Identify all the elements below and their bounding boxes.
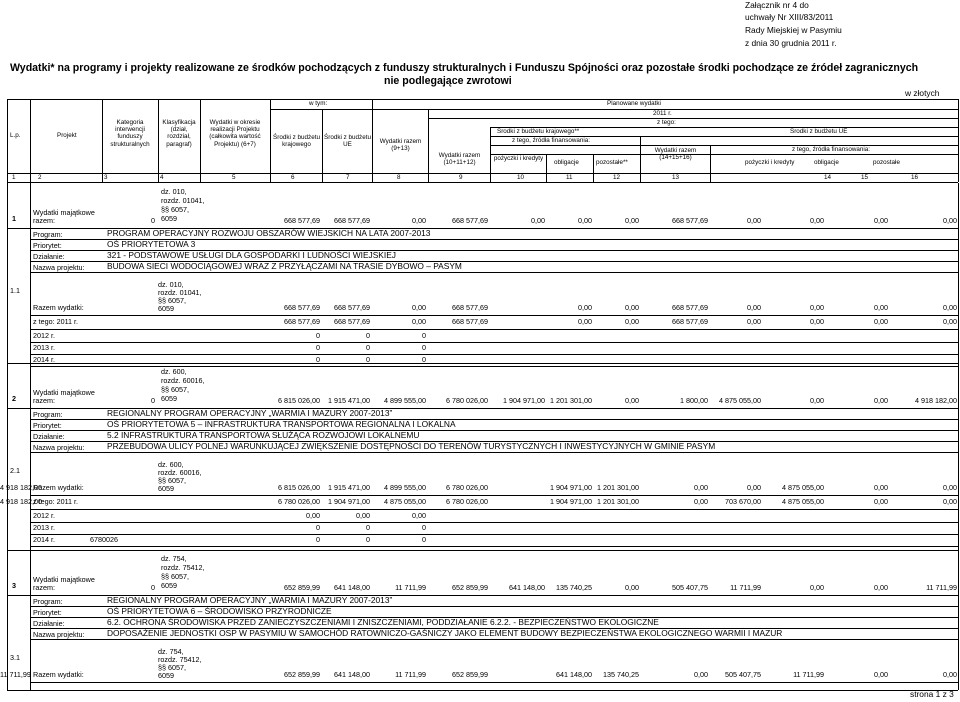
col-header-lp: L.p. (10, 132, 21, 139)
column-number: 4 (160, 174, 164, 181)
amount-cell: 1 904 971,00 (550, 497, 592, 506)
amount-cell: 668 577,69 (452, 303, 488, 312)
classification-code: rozdz. 01041, (161, 196, 205, 205)
sub-row-number: 1.1 (10, 286, 20, 295)
column-number: 10 (517, 174, 525, 181)
year-label: 2012 r. (33, 331, 55, 340)
amount-cell: 668 577,69 (672, 216, 708, 225)
amount-cell: 0,00 (412, 303, 426, 312)
classification-code: 6059 (161, 394, 177, 403)
year-label: 2013 r. (33, 523, 55, 532)
classification-code: §§ 6057, (158, 663, 186, 672)
amount-cell: 0 (316, 331, 320, 340)
amount-cell: 1 201 301,00 (550, 396, 592, 405)
amount-cell: 668 577,69 (284, 317, 320, 326)
page-subtitle: nie podlegające zwrotowi (384, 75, 512, 87)
amount-cell: 0,00 (810, 303, 824, 312)
col-header-klasyfikacja: Klasyfikacja (dział, rozdział, paragraf) (162, 119, 196, 148)
info-label-dzialanie: Działanie: (33, 619, 65, 628)
column-number: 3 (104, 174, 108, 181)
sub-row-number: 3.1 (10, 653, 20, 662)
amount-cell: 668 577,69 (334, 317, 370, 326)
classification-code: rozdz. 75412, (161, 563, 205, 572)
amount-cell: 0,00 (578, 216, 592, 225)
amount-cell: 0,00 (810, 396, 824, 405)
column-number: 5 (232, 174, 236, 181)
amount-cell: 4 918 182,00 (0, 483, 42, 492)
amount-cell: 668 577,69 (452, 317, 488, 326)
header-planowane: Planowane wydatki (607, 100, 661, 107)
project-priorytet: OŚ PRIORYTETOWA 5 – INFRASTRUKTURA TRANSPORTOWA REGIONALNA I LOKALNA (107, 419, 456, 429)
col-header-projekt: Projekt (57, 132, 77, 139)
amount-cell: 4 899 555,00 (384, 483, 426, 492)
info-label-dzialanie: Działanie: (33, 252, 65, 261)
amount-cell: 11 711,99 (395, 583, 426, 592)
classification-code: 6059 (158, 671, 174, 680)
classification-code: dz. 010, (158, 280, 184, 289)
header-srodki-ue-2: Środki z budżetu UE (790, 128, 848, 135)
amount-cell: 0,00 (625, 303, 639, 312)
amount-cell: 11 711,99 (0, 670, 31, 679)
amount-cell: 0,00 (874, 497, 888, 506)
classification-code: §§ 6057, (158, 296, 186, 305)
amount-cell: 6 780 026,00 (446, 483, 488, 492)
amount-cell: 0,00 (625, 583, 639, 592)
amount-cell: 0,00 (578, 317, 592, 326)
classification-code: 6059 (161, 581, 177, 590)
amount-cell: 0,00 (810, 317, 824, 326)
project-program: PROGRAM OPERACYJNY ROZWOJU OBSZARÓW WIEJSKICH NA LATA 2007-2013 (107, 228, 431, 238)
amount-cell: 0,00 (578, 303, 592, 312)
classification-code: dz. 754, (161, 554, 187, 563)
col-header-obligacje: obligacje (554, 159, 579, 166)
info-label-nazwa: Nazwa projektu: (33, 263, 85, 272)
amount-cell: 0,00 (625, 216, 639, 225)
amount-cell: 4 899 555,00 (384, 396, 426, 405)
classification-code: rozdz. 75412, (158, 655, 202, 664)
annex-line-3: Rady Miejskiej w Pasymiu (745, 25, 842, 35)
amount-cell: 11 711,99 (730, 583, 761, 592)
classification-code: §§ 6057, (161, 572, 189, 581)
amount-cell: 0 (316, 523, 320, 532)
amount-cell: 4 875 055,00 (782, 497, 824, 506)
col-header-pozostale-2: pozostałe** (596, 159, 628, 166)
amount-cell: 652 859,99 (284, 583, 320, 592)
amount-cell: 0,00 (943, 483, 957, 492)
amount-cell: 0,00 (694, 497, 708, 506)
amount-cell: 0 (422, 343, 426, 352)
amount-cell: 0 (366, 355, 370, 364)
razem-wydatki-label: Razem wydatki: (33, 303, 84, 312)
amount-cell: 0,00 (810, 583, 824, 592)
classification-code: dz. 600, (161, 367, 187, 376)
amount-cell: 0,00 (874, 396, 888, 405)
info-label-priorytet: Priorytet: (33, 608, 62, 617)
amount-cell: 668 577,69 (452, 216, 488, 225)
header-rok: 2011 r. (653, 110, 672, 117)
col-header-kategoria: Kategoria interwencji funduszy strukturalnych (110, 119, 150, 148)
project-priorytet: OŚ PRIORYTETOWA 6 – ŚRODOWISKO PRZYRODNICZE (107, 606, 332, 616)
amount-cell: 0,00 (874, 670, 888, 679)
amount-cell: 11 711,99 (395, 670, 426, 679)
classification-code: 6059 (161, 214, 177, 223)
info-label-program: Program: (33, 597, 63, 606)
unit-label: w złotych (905, 88, 940, 98)
col-header-w-tym: w tym: (309, 100, 328, 107)
amount-cell: 0,00 (943, 303, 957, 312)
year-label: 2012 r. (33, 511, 55, 520)
column-number: 15 (861, 174, 869, 181)
page-footer: strona 1 z 3 (910, 689, 954, 699)
column-number: 2 (38, 174, 42, 181)
info-label-nazwa: Nazwa projektu: (33, 630, 85, 639)
amount-cell: 1 915 471,00 (328, 396, 370, 405)
amount-cell: 0 (422, 355, 426, 364)
amount-cell: 652 859,99 (452, 583, 488, 592)
classification-code: §§ 6057, (161, 385, 189, 394)
amount-cell: 0,00 (874, 583, 888, 592)
column-number: 14 (824, 174, 832, 181)
amount-cell: 6 815 026,00 (278, 396, 320, 405)
amount-cell: 0 (422, 331, 426, 340)
row-total-label: razem: (33, 216, 55, 225)
row-number: 2 (12, 394, 16, 403)
year-2011-label: z tego: 2011 r. (33, 317, 79, 326)
amount-cell: 0 (422, 523, 426, 532)
annex-line-1: Załącznik nr 4 do (745, 0, 809, 10)
col-header-srodki-ue: Środki z budżetu UE (324, 134, 371, 149)
amount-cell: 0,00 (625, 317, 639, 326)
amount-cell: 641 148,00 (334, 583, 370, 592)
amount-cell: 668 577,69 (284, 303, 320, 312)
column-number: 11 (566, 174, 573, 181)
amount-cell: 0 (366, 523, 370, 532)
amount-cell: 652 859,99 (284, 670, 320, 679)
row-total-value: 0 (151, 583, 155, 592)
row-type-label: Wydatki majątkowe (33, 575, 95, 584)
col-header-wydatki-razem-101112: Wydatki razem (10+11+12) (438, 152, 481, 167)
year-label: 2014 r. (33, 355, 55, 364)
row-total-label: razem: (33, 583, 55, 592)
amount-cell: 4 918 182,00 (915, 396, 957, 405)
amount-cell: 0,00 (810, 216, 824, 225)
col-header-obligacje-2: obligacje (814, 159, 839, 166)
amount-cell: 0,00 (747, 483, 761, 492)
amount-cell: 0,00 (306, 511, 320, 520)
info-label-dzialanie: Działanie: (33, 432, 65, 441)
header-z-tego: z tego: (657, 119, 676, 126)
classification-code: dz. 010, (161, 187, 187, 196)
amount-cell: 0,00 (412, 216, 426, 225)
amount-cell: 0,00 (943, 317, 957, 326)
amount-cell: 1 915 471,00 (328, 483, 370, 492)
amount-cell: 0,00 (412, 511, 426, 520)
column-number: 6 (291, 174, 295, 181)
amount-cell: 0,00 (874, 303, 888, 312)
col-header-pozyczki-2: pożyczki i kredyty (745, 159, 795, 166)
amount-cell: 0 (316, 343, 320, 352)
info-label-priorytet: Priorytet: (33, 241, 62, 250)
col-header-wydatki-razem-141516: Wydatki razem (14+15+16) (654, 147, 697, 162)
amount-cell: 6 780 026,00 (446, 497, 488, 506)
amount-cell: 0,00 (943, 670, 957, 679)
amount-cell: 641 148,00 (509, 583, 545, 592)
amount-cell: 0,00 (412, 317, 426, 326)
amount-cell: 1 800,00 (680, 396, 708, 405)
amount-cell: 135 740,25 (556, 583, 592, 592)
project-program: REGIONALNY PROGRAM OPERACYJNY „WARMIA I MAZURY 2007-2013” (107, 408, 393, 418)
amount-cell: 0 (366, 331, 370, 340)
amount-cell: 0,00 (531, 216, 545, 225)
sub-row-number: 2.1 (10, 466, 20, 475)
amount-cell: 0 (316, 535, 320, 544)
row-type-label: Wydatki majątkowe (33, 388, 95, 397)
project-dzialanie: 5.2 INFRASTRUKTURA TRANSPORTOWA SŁUŻĄCA ROZWOJOWI LOKALNEMU (107, 430, 420, 440)
amount-cell: 0,00 (874, 317, 888, 326)
classification-code: 6059 (158, 304, 174, 313)
row-number: 3 (12, 581, 16, 590)
amount-cell: 668 577,69 (334, 303, 370, 312)
year-label: 2013 r. (33, 343, 55, 352)
amount-cell: 1 904 971,00 (503, 396, 545, 405)
amount-cell: 0 (366, 535, 370, 544)
project-program: REGIONALNY PROGRAM OPERACYJNY „WARMIA I MAZURY 2007-2013” (107, 595, 393, 605)
amount-cell: 1 201 301,00 (597, 497, 639, 506)
classification-code: §§ 6057, (161, 205, 189, 214)
classification-code: §§ 6057, (158, 476, 186, 485)
classification-code: rozdz. 01041, (158, 288, 202, 297)
col-header-pozostale: pozostałe (873, 159, 900, 166)
header-z-tego-zrodla-2: z tego, źródła finansowania: (792, 146, 871, 153)
project-nazwa: BUDOWA SIECI WODOCIĄGOWEJ WRAZ Z PRZYŁĄCZAMI NA TRASIE DYBOWO – PASYM (107, 261, 462, 271)
amount-cell: 0,00 (943, 216, 957, 225)
classification-code: rozdz. 60016, (158, 468, 202, 477)
amount-cell: 4 875 055,00 (719, 396, 761, 405)
amount-cell: 0,00 (747, 216, 761, 225)
row-type-label: Wydatki majątkowe (33, 208, 95, 217)
razem-wydatki-label: Razem wydatki: (33, 483, 84, 492)
amount-cell: 0,00 (943, 497, 957, 506)
amount-cell: 668 577,69 (672, 317, 708, 326)
amount-cell: 0,00 (747, 317, 761, 326)
annex-line-4: z dnia 30 grudnia 2011 r. (745, 38, 837, 48)
amount-cell: 641 148,00 (556, 670, 592, 679)
amount-cell: 668 577,69 (284, 216, 320, 225)
amount-cell: 0,00 (874, 216, 888, 225)
amount-cell: 0,00 (694, 483, 708, 492)
amount-cell: 703 670,00 (725, 497, 761, 506)
extra-value: 6780026 (90, 535, 118, 544)
amount-cell: 0,00 (874, 483, 888, 492)
info-label-program: Program: (33, 410, 63, 419)
amount-cell: 505 407,75 (725, 670, 761, 679)
annex-line-2: uchwały Nr XIII/83/2011 (745, 12, 834, 22)
classification-code: rozdz. 60016, (161, 376, 205, 385)
header-srodki-bk-2: Środki z budżetu krajowego** (497, 128, 580, 135)
column-number: 9 (459, 174, 463, 181)
project-dzialanie: 6.2. OCHRONA ŚRODOWISKA PRZED ZANIECZYSZCZENIAMI I ZNISZCZENIAMI, PODDZIAŁANIE 6.2.2. - BEZPIECZEŃSTWO EKOLOGICZNE (107, 617, 659, 627)
row-total-value: 0 (151, 216, 155, 225)
column-number: 13 (672, 174, 680, 181)
amount-cell: 0,00 (625, 396, 639, 405)
amount-cell: 11 711,99 (793, 670, 824, 679)
col-header-pozyczki: pożyczki i kredyty (493, 155, 544, 162)
year-2011-label: z tego: 2011 r. (33, 497, 79, 506)
col-header-srodki-bk: Środki z budżetu krajowego (273, 134, 320, 149)
row-total-label: razem: (33, 396, 55, 405)
project-nazwa: PRZEBUDOWA ULICY POLNEJ WARUNKUJĄCEJ ZWIĘKSZENIE DOSTĘPNOŚCI DO TERENÓW TURYSTYCZNYCH I INWESTYCYJNYCH W GMINIE PASYM (107, 441, 716, 451)
header-z-tego-zrodla: z tego, źródła finansowania: (512, 137, 591, 144)
amount-cell: 652 859,99 (452, 670, 488, 679)
amount-cell: 1 904 971,00 (328, 497, 370, 506)
amount-cell: 4 875 055,00 (782, 483, 824, 492)
amount-cell: 0 (422, 535, 426, 544)
col-header-wydatki-razem-913: Wydatki razem (9+13) (379, 138, 422, 153)
column-number: 12 (613, 174, 621, 181)
info-label-program: Program: (33, 230, 63, 239)
amount-cell: 135 740,25 (603, 670, 639, 679)
project-priorytet: OŚ PRIORYTETOWA 3 (107, 239, 196, 249)
classification-code: dz. 600, (158, 460, 184, 469)
project-dzialanie: 321 - PODSTAWOWE USŁUGI DLA GOSPODARKI I LUDNOŚCI WIEJSKIEJ (107, 250, 396, 260)
amount-cell: 6 815 026,00 (278, 483, 320, 492)
info-label-priorytet: Priorytet: (33, 421, 62, 430)
page-title: Wydatki* na programy i projekty realizowane ze środków pochodzących z funduszy strukturalnych i Funduszu Spójności oraz pozostałe środki pochodzące ze źródeł zagranicznych (10, 62, 919, 74)
column-number: 1 (12, 174, 16, 181)
amount-cell: 668 577,69 (672, 303, 708, 312)
amount-cell: 0 (366, 343, 370, 352)
amount-cell: 4 918 182,00 (0, 497, 42, 506)
amount-cell: 11 711,99 (926, 583, 957, 592)
amount-cell: 6 780 026,00 (278, 497, 320, 506)
year-label: 2014 r. (33, 535, 55, 544)
amount-cell: 668 577,69 (334, 216, 370, 225)
amount-cell: 0 (316, 355, 320, 364)
amount-cell: 6 780 026,00 (446, 396, 488, 405)
classification-code: dz. 754, (158, 647, 184, 656)
column-number: 16 (911, 174, 919, 181)
razem-wydatki-label: Razem wydatki: (33, 670, 84, 679)
amount-cell: 4 875 055,00 (384, 497, 426, 506)
amount-cell: 0,00 (356, 511, 370, 520)
project-nazwa: DOPOSAŻENIE JEDNOSTKI OSP W PASYMIU W SAMOCHÓD RATOWNICZO-GAŚNICZY JAKO ELEMENT BUDOWY BEZPIECZEŃSTWA EKOLOGICZNEGO WARMII I MAZUR (107, 628, 783, 638)
classification-code: 6059 (158, 484, 174, 493)
column-number: 8 (397, 174, 401, 181)
row-total-value: 0 (151, 396, 155, 405)
amount-cell: 641 148,00 (334, 670, 370, 679)
row-number: 1 (12, 214, 16, 223)
column-number: 7 (346, 174, 350, 181)
info-label-nazwa: Nazwa projektu: (33, 443, 85, 452)
col-header-wydatki-okres: Wydatki w okresie realizacji Projektu (całkowita wartość Projektu) (6+7) (209, 119, 261, 148)
amount-cell: 0,00 (747, 303, 761, 312)
amount-cell: 1 904 971,00 (550, 483, 592, 492)
amount-cell: 505 407,75 (672, 583, 708, 592)
amount-cell: 1 201 301,00 (597, 483, 639, 492)
amount-cell: 0,00 (694, 670, 708, 679)
